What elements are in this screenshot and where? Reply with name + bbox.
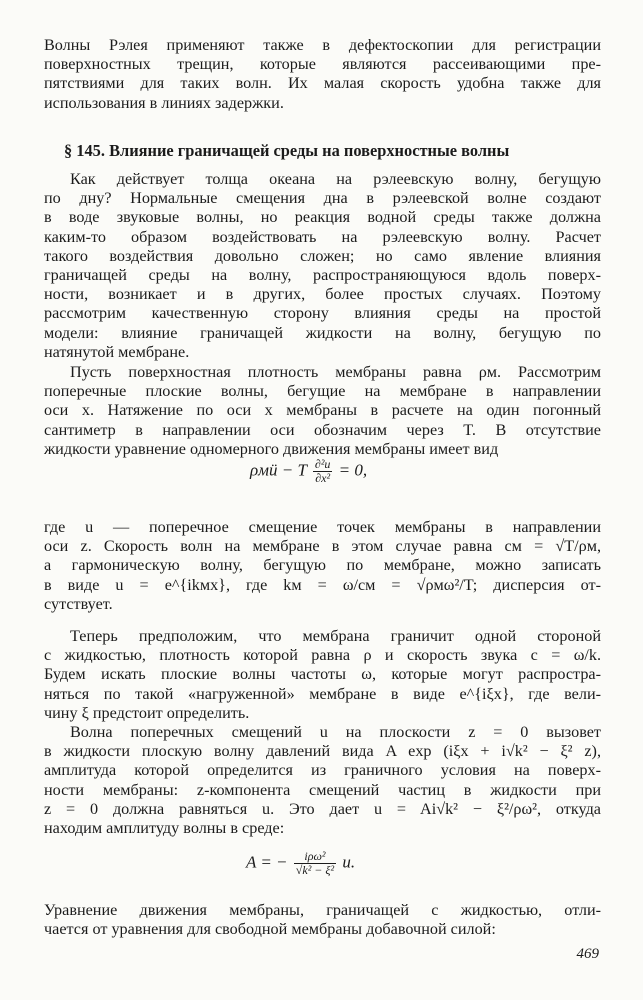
paragraph-2	[44, 363, 601, 459]
text-line: сантиметр в направлении оси обозначим через T. В отсутствие	[44, 420, 601, 439]
equation-lhs: A = −	[246, 852, 288, 872]
text-line: Пусть поверхностная плотность мембраны равна ρм. Рассмотрим	[70, 363, 601, 381]
text-line: где u — поперечное смещение точек мембраны в направлении	[44, 518, 601, 536]
text-line: Теперь предположим, что мембрана граничит одной стороной	[70, 627, 601, 645]
text-line: пятствиями для таких волн. Их малая скорость удобна также для	[44, 74, 601, 93]
text-line: Волны Рэлея применяют также в дефектоскопии для регистрации	[44, 36, 601, 54]
text-line: в жидкости плоскую волну давлений вида A exp (iξx + i√k² − ξ² z),	[44, 742, 601, 761]
text-line: амплитуда которой определится из граничного условия на поверх-	[44, 761, 601, 780]
text-line: ности, возникает и в других, более простых случаях. Поэтому	[44, 285, 601, 304]
intro-paragraph	[44, 36, 601, 113]
equation-membrane-free	[250, 458, 367, 485]
text-line: каким-то образом воздействовать на рэлеевскую волну. Расчет	[44, 227, 601, 246]
text-line: Будем искать плоские волны частоты ω, которые могут распростра-	[44, 665, 601, 684]
text-line: оси z. Скорость волн на мембране в этом случае равна cм = √T/ρм,	[44, 537, 601, 556]
text-line: чину ξ предстоит определить.	[44, 703, 250, 722]
text-line: оси x. Натяжение по оси x мембраны в расчете на один погонный	[44, 401, 601, 420]
fraction-denominator: √k² − ξ²	[295, 863, 335, 877]
page-number: 469	[576, 946, 599, 962]
fraction-numerator: iρω²	[294, 850, 336, 864]
section-heading: § 145. Влияние граничащей среды на поверхностные волны	[64, 141, 510, 160]
text-line: по дну? Нормальные смещения дна в рэлеевской волне создают	[44, 189, 601, 208]
text-line: с жидкостью, плотность которой равна ρ и скорость звука c = ω/k.	[44, 646, 601, 665]
text-line: чается от уравнения для свободной мембраны добавочной силой:	[44, 920, 496, 939]
fraction-numerator: ∂²u	[314, 457, 331, 471]
equation-fraction	[294, 850, 336, 877]
text-line: в воде звуковые волны, но реакция водной среды также должна	[44, 208, 601, 227]
text-line: няться по такой «нагруженной» мембране в виде e^{iξx}, где вели-	[44, 684, 601, 703]
text-line: ности мембраны: z-компонента смещений частиц в жидкости при	[44, 780, 601, 799]
equation-lhs: ρмü − T	[250, 460, 307, 480]
paragraph-5	[44, 723, 601, 838]
text-line: находим амплитуду волны в среде:	[44, 818, 285, 837]
equation-fraction	[313, 458, 333, 485]
equation-rhs: = 0,	[338, 460, 368, 480]
text-line: а гармоническую волну, бегущую по мембране, можно записать	[44, 556, 601, 575]
text-line: натянутой мембране.	[44, 342, 190, 361]
paragraph-3	[44, 518, 601, 614]
paragraph-1	[44, 170, 601, 362]
text-line: Как действует толща океана на рэлеевскую волну, бегущую	[70, 170, 601, 188]
text-line: Волна поперечных смещений u на плоскости z = 0 вызовет	[70, 723, 601, 741]
text-line: использования в линиях задержки.	[44, 93, 284, 112]
text-line: такого воздействия довольно сложен; но само явление влияния	[44, 246, 601, 265]
text-line: сутствует.	[44, 594, 113, 613]
text-line: рассмотрим качественную сторону влияния среды на простой	[44, 304, 601, 323]
text-line: Уравнение движения мембраны, граничащей с жидкостью, отли-	[44, 901, 601, 919]
equation-amplitude	[246, 850, 355, 877]
text-line: жидкости уравнение одномерного движения мембраны имеет вид	[44, 439, 499, 458]
text-line: в виде u = e^{ikмx}, где kм = ω/cм = √ρмω²/T; дисперсия от-	[44, 575, 601, 594]
text-line: поверхностных трещин, которые являются рассеивающими пре-	[44, 55, 601, 74]
equation-rhs: u.	[342, 852, 356, 872]
paragraph-4	[44, 627, 601, 723]
paragraph-6	[44, 901, 601, 939]
text-line: граничащей среды на волну, распространяющуюся вдоль поверх-	[44, 265, 601, 284]
text-line: модели: влияние граничащей жидкости на волну, бегущую по	[44, 323, 601, 342]
text-line: z = 0 должна равняться u. Это дает u = Ai√k² − ξ²/ρω², откуда	[44, 799, 601, 818]
text-line: поперечные плоские волны, бегущие на мембране в направлении	[44, 382, 601, 401]
fraction-denominator: ∂x²	[315, 471, 331, 485]
